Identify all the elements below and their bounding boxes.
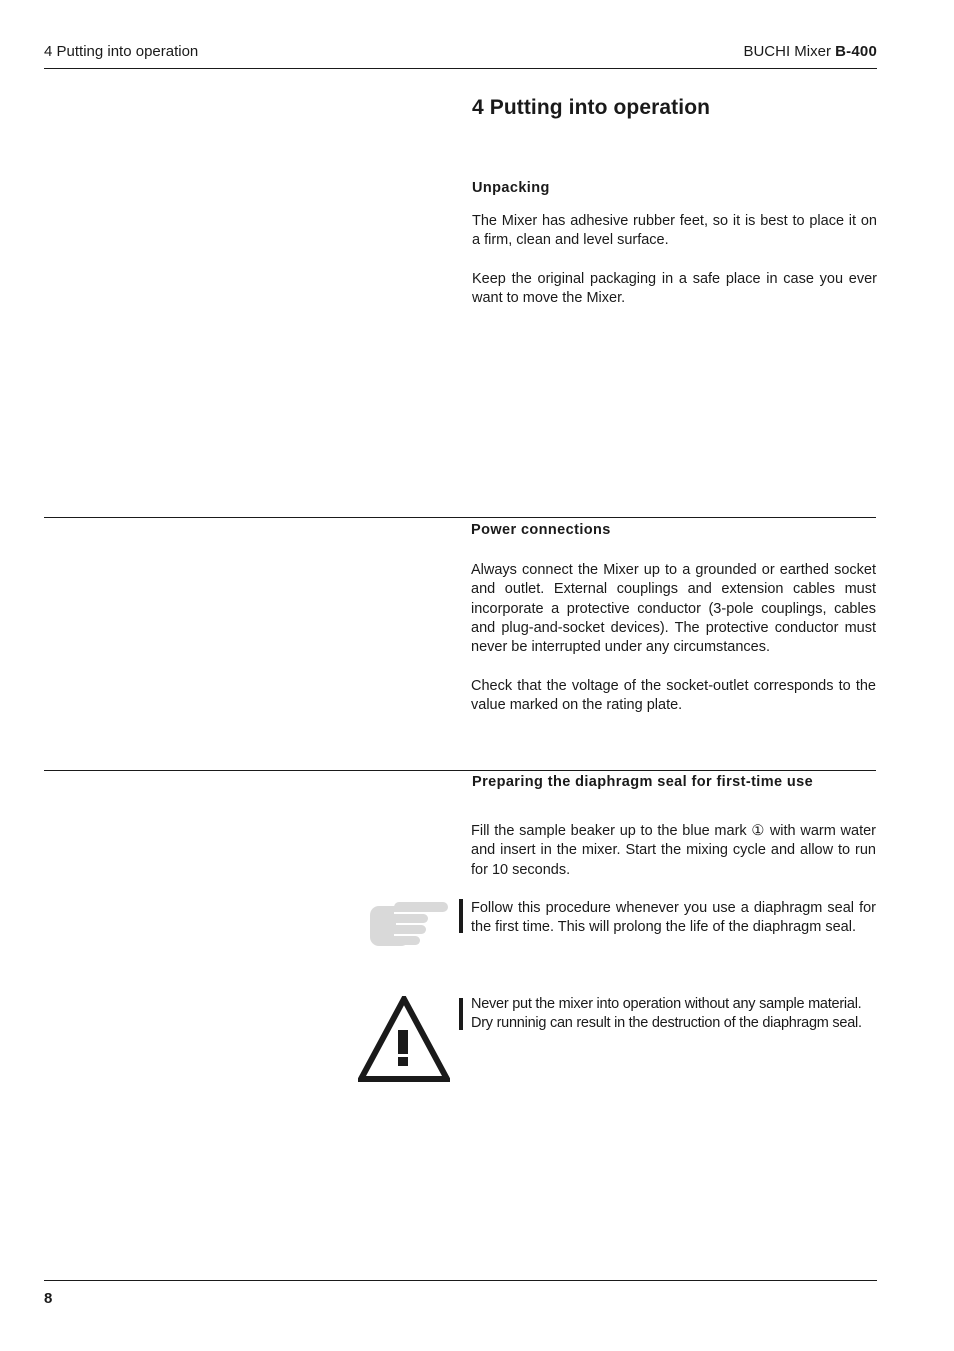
page-number: 8 xyxy=(44,1290,53,1307)
warning-paragraph: Never put the mixer into operation without any sample material. Dry runninig can result in the destruction of the diaphragm seal. xyxy=(471,996,862,1032)
diaphragm-heading: Preparing the diaphragm seal for first-time use xyxy=(472,774,814,790)
footer-rule xyxy=(44,1280,877,1281)
unpacking-paragraph-1: The Mixer has adhesive rubber feet, so it is best to place it on a firm, clean and level surface. xyxy=(472,213,877,249)
brand-text: BUCHI Mixer xyxy=(743,43,836,60)
note-paragraph: Follow this procedure whenever you use a diaphragm seal for the first time. This will prolong the life of the diaphragm seal. xyxy=(471,900,876,936)
note-margin-bar xyxy=(459,899,463,933)
header-rule xyxy=(44,68,877,69)
running-header-product xyxy=(743,43,877,60)
unpacking-paragraph-2: Keep the original packaging in a safe place in case you ever want to move the Mixer. xyxy=(472,271,877,307)
chapter-title: 4 Putting into operation xyxy=(472,96,711,119)
warning-margin-bar xyxy=(459,998,463,1030)
section-rule-power xyxy=(44,517,876,518)
model-text: B-400 xyxy=(835,43,877,60)
warning-triangle-icon xyxy=(358,996,450,1082)
section-rule-diaphragm xyxy=(44,770,876,771)
unpacking-heading: Unpacking xyxy=(472,180,550,196)
diaphragm-paragraph: Fill the sample beaker up to the blue mark ① with warm water and insert in the mixer. Start the mixing cycle and allow to run for 10 seconds. xyxy=(471,823,876,878)
running-header-section: 4 Putting into operation xyxy=(44,43,199,60)
power-heading: Power connections xyxy=(471,522,611,538)
pointing-hand-icon xyxy=(368,898,450,950)
power-paragraph-2: Check that the voltage of the socket-outlet corresponds to the value marked on the rating plate. xyxy=(471,678,876,714)
power-paragraph-1: Always connect the Mixer up to a grounded or earthed socket and outlet. External couplings and extension cables must incorporate a protective conductor (3-pole couplings, cables and plug-and-socket devices). The protective conductor must never be interrupted under any circumstances. xyxy=(471,562,876,656)
